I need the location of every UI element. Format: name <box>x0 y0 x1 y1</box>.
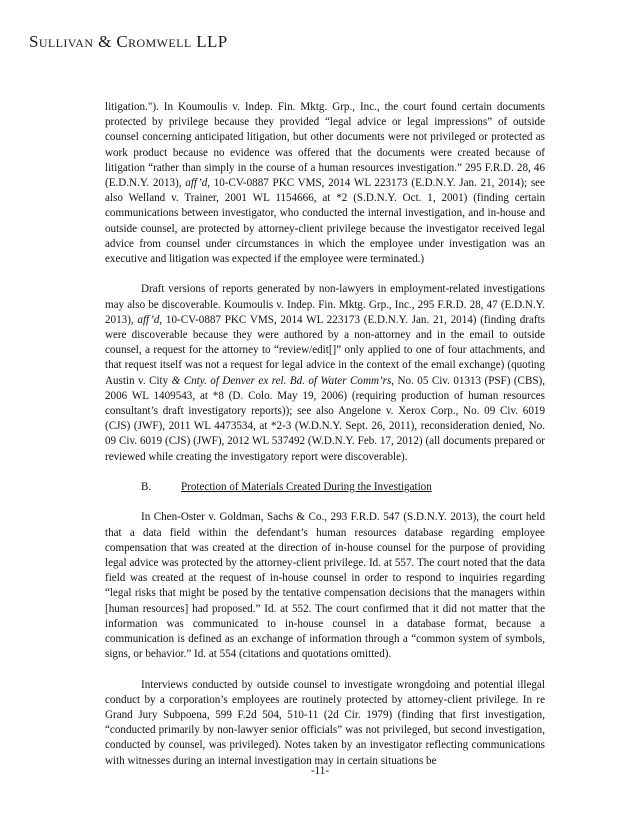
italic-case-name: & Cnty. of Denver ex rel. Bd. of Water Comm’rs <box>171 374 392 387</box>
firm-name-header: Sullivan & Cromwell LLP <box>29 32 228 51</box>
paragraph-text: Draft versions of reports generated by non-lawyers in employment-related investigations may also be discoverable. Koumoulis v. Indep. Fin. Mktg. Grp., Inc., 295 F.R.D. 28, 47 (E.D.N.Y. 2013), <box>105 283 545 326</box>
paragraph-chen-oster: In Chen-Oster v. Goldman, Sachs & Co., 293 F.R.D. 547 (S.D.N.Y. 2013), the court held that a data field within the defendant’s human resources database regarding employee compensation that was created at the direction of in-house counsel for the purpose of providing legal advice was protected by the attorney-client privilege. Id. at 557. The court noted that the data field was created at the request of in-house counsel in order to respond to inquiries regarding “legal risks that might be posed by the tentative compensation decisions that the managers within [human resources] had proposed.” Id. at 552. The court confirmed that it did not matter that the information was communicated to in-house counsel in a database format, because a communication is defined as an exchange of information through a “common system of symbols, signs, or behavior.” Id. at 554 (citations and quotations omitted). <box>105 511 545 661</box>
section-number: B. <box>141 481 152 494</box>
page-number: -11- <box>310 765 330 777</box>
section-heading-b <box>105 480 545 495</box>
document-body <box>105 100 545 769</box>
paragraph-text: , 10-CV-0887 PKC VMS, 2014 WL 223173 (E.D.N.Y. Jan. 21, 2014); see also Welland v. Trainer, 2001 WL 1154666, at *2 (S.D.N.Y. Oct. 1, 2001) (finding certain communications between investigator, who conducted the internal investigation, and in-house and outside counsel, are protected by attorney-client privilege because the investigator received legal advice from counsel under circumstances in which the employee under investigation was an executive and litigation was expected if the employee were terminated.) <box>105 177 546 266</box>
italic-citation: aff’d <box>185 177 208 190</box>
paragraph-text: , 10-CV-0887 PKC VMS, 2014 WL 223173 (E.D.N.Y. Jan. 21, 2014) (finding drafts were discoverable because they were authored by a non-attorney and in the email to outside counsel, a request for the attorney to “review/edit[]” only applied to one of four attachments, and that request itself was not a request for legal advice in the context of the email exchange) (quoting Austin v. City <box>105 313 545 387</box>
paragraph-interviews: Interviews conducted by outside counsel to investigate wrongdoing and potential illegal conduct by a corporation’s employees are routinely protected by attorney-client privilege. In re Grand Jury Subpoena, 599 F.2d 504, 510-11 (2d Cir. 1979) (finding that first investigation, “conducted primarily by non-lawyer senior officials” was not privileged, but second investigation, conducted by counsel, was privileged). Notes taken by an investigator reflecting communications with witnesses during an internal investigation may in certain situations be <box>105 678 545 767</box>
section-title: Protection of Materials Created During the Investigation <box>181 481 432 494</box>
italic-citation: aff’d <box>137 313 160 326</box>
paragraph-koumoulis-continuation <box>105 100 545 267</box>
paragraph-draft-versions <box>105 282 545 464</box>
paragraph-text: litigation."). In Koumoulis v. Indep. Fin. Mktg. Grp., Inc., the court found certain documents protected by privilege because they provided “legal advice or legal impressions” of outside counsel concerning anticipated litigation, but other documents were not privileged or protected as work product because no evidence was offered that the documents were created because of litigation “rather than simply in the course of a human resources investigation.” 295 F.R.D. 28, 46 (E.D.N.Y. 2013), <box>105 101 545 190</box>
paragraph-text: , No. 05 Civ. 01313 (PSF) (CBS), 2006 WL 1409543, at *8 (D. Colo. May 19, 2006) (requiring production of human resources consultant’s draft investigatory reports)); see also Angelone v. Xerox Corp., No. 09 Civ. 6019 (CJS) (JWF), 2011 WL 4473534, at *2-3 (W.D.N.Y. Sept. 26, 2011), reconsideration denied, No. 09 Civ. 6019 (CJS) (JWF), 2012 WL 537492 (W.D.N.Y. Feb. 17, 2012) (all documents prepared or reviewed while creating the investigatory report were discoverable). <box>105 374 545 463</box>
